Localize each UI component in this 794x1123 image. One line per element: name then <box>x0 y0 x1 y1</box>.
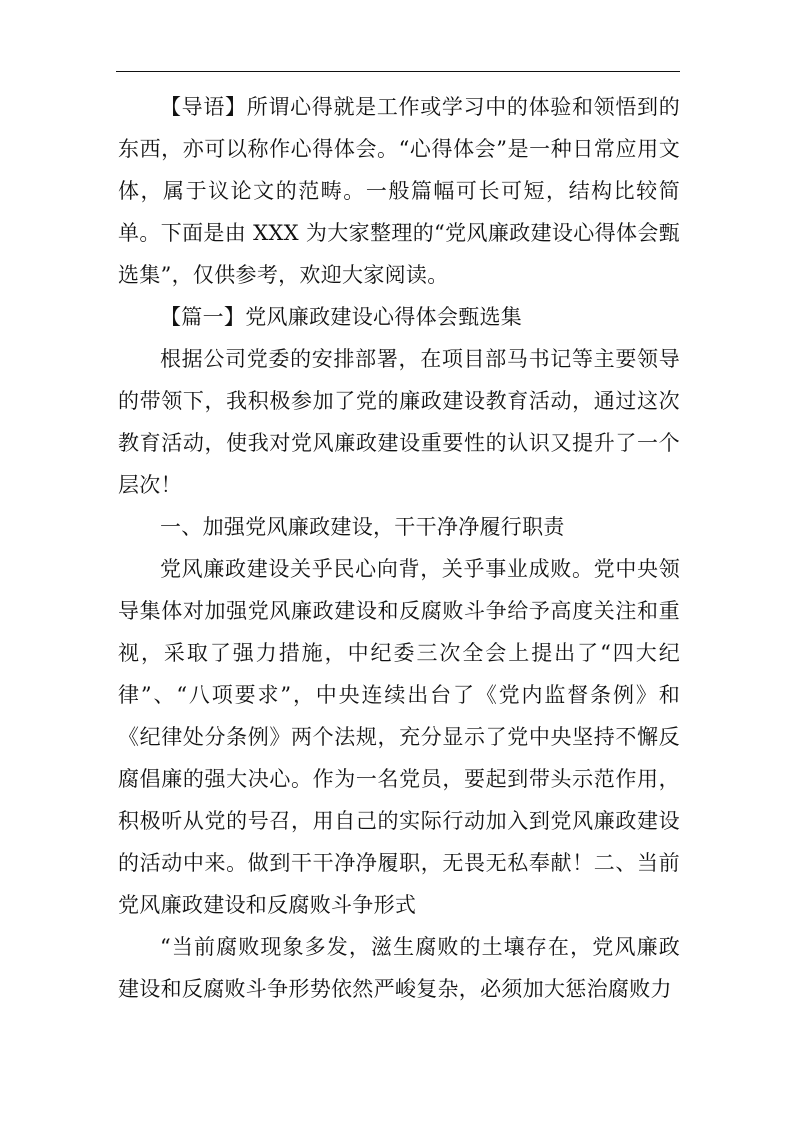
document-body <box>118 86 680 1010</box>
body-paragraph: 根据公司党委的安排部署，在项目部马书记等主要领导的带领下，我积极参加了党的廉政建设教育活动，通过这次教育活动，使我对党风廉政建设重要性的认识又提升了一个层次！ <box>118 347 680 497</box>
section-heading: 【篇一】党风廉政建设心得体会甄选集 <box>160 305 523 329</box>
intro-paragraph: 【导语】所谓心得就是工作或学习中的体验和领悟到的东西，亦可以称作心得体会。“心得体会”是一种日常应用文体，属于议论文的范畴。一般篇幅可长可短，结构比较简单。下面是由 XXX 为大家整理的“党风廉政建设心得体会甄选集”，仅供参考，欢迎大家阅读。 <box>118 95 680 287</box>
subheading: 一、加强党风廉政建设，干干净净履行职责 <box>160 515 565 539</box>
header-rule <box>116 71 680 72</box>
body-paragraph: “当前腐败现象多发，滋生腐败的土壤存在，党风廉政建设和反腐败斗争形势依然严峻复杂，必须加大惩治腐败力 <box>118 935 680 1001</box>
body-paragraph: 党风廉政建设关乎民心向背，关乎事业成败。党中央领导集体对加强党风廉政建设和反腐败斗争给予高度关注和重视，采取了强力措施，中纪委三次全会上提出了“四大纪律”、“八项要求”，中央连续出台了《党内监督条例》和《纪律处分条例》两个法规，充分显示了党中央坚持不懈反腐倡廉的强大决心。作为一名党员，要起到带头示范作用，积极听从党的号召，用自己的实际行动加入到党风廉政建设的活动中来。做到干干净净履职，无畏无私奉献！二、当前党风廉政建设和反腐败斗争形式 <box>118 557 680 917</box>
